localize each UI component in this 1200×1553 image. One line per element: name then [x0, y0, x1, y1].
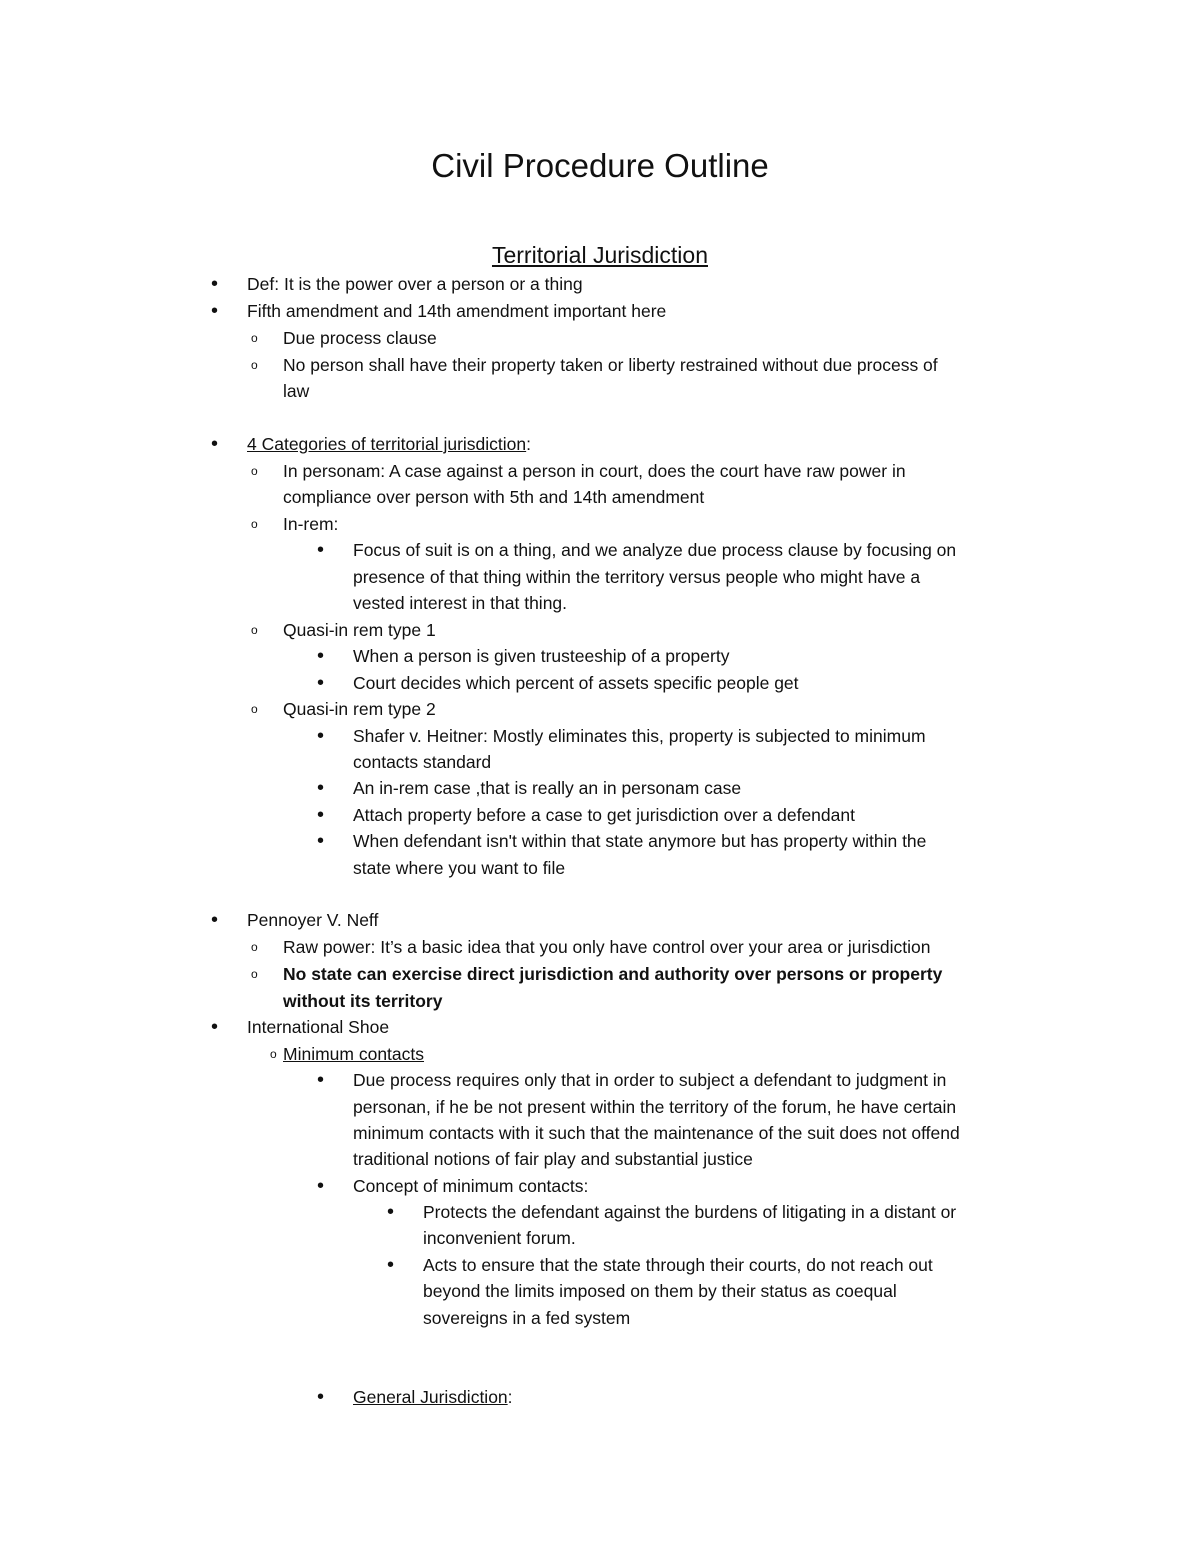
- outline-line: contacts standard: [353, 752, 492, 772]
- outline-line: When defendant isn't within that state anymore but has property within the: [353, 831, 927, 851]
- bullet-marker: •: [387, 1201, 395, 1223]
- bullet-marker: •: [211, 273, 219, 295]
- outline-line: Concept of minimum contacts:: [353, 1176, 589, 1196]
- outline-line: Due process requires only that in order to subject a defendant to judgment in: [353, 1070, 947, 1090]
- bullet-marker: •: [317, 725, 325, 747]
- outline-line: Shafer v. Heitner: Mostly eliminates this, property is subjected to minimum: [353, 726, 926, 746]
- bullet-marker: •: [317, 1069, 325, 1091]
- outline-line: Court decides which percent of assets specific people get: [353, 673, 799, 693]
- outline-line: General Jurisdiction:: [353, 1387, 513, 1407]
- outline-line: In-rem:: [283, 514, 339, 534]
- outline-line: vested interest in that thing.: [353, 593, 568, 613]
- outline-line: sovereigns in a fed system: [423, 1308, 631, 1328]
- outline-line: Due process clause: [283, 328, 437, 348]
- outline-line: Pennoyer V. Neff: [247, 910, 379, 930]
- bullet-marker: •: [317, 645, 325, 667]
- underlined-heading-text: General Jurisdiction: [353, 1387, 508, 1407]
- outline-line: Quasi-in rem type 2: [283, 699, 436, 719]
- circle-bullet-marker: o: [251, 358, 258, 372]
- outline-line: Focus of suit is on a thing, and we analyze due process clause by focusing on: [353, 540, 957, 560]
- circle-bullet-marker: o: [251, 702, 258, 716]
- circle-bullet-marker: o: [251, 940, 258, 954]
- outline-line: beyond the limits imposed on them by their status as coequal: [423, 1281, 897, 1301]
- outline-line: An in-rem case ,that is really an in personam case: [353, 778, 742, 798]
- circle-bullet-marker: o: [251, 623, 258, 637]
- outline-line: No state can exercise direct jurisdiction and authority over persons or property: [283, 964, 943, 984]
- bullet-marker: •: [317, 777, 325, 799]
- bullet-marker: •: [211, 300, 219, 322]
- outline-line: minimum contacts with it such that the maintenance of the suit does not offend: [353, 1123, 960, 1143]
- bullet-marker: •: [317, 539, 325, 561]
- outline-line: Def: It is the power over a person or a thing: [247, 274, 583, 294]
- bullet-marker: •: [387, 1254, 395, 1276]
- outline-line: Quasi-in rem type 1: [283, 620, 436, 640]
- circle-bullet-marker: o: [251, 331, 258, 345]
- circle-bullet-marker: o: [251, 967, 258, 981]
- bullet-marker: •: [211, 1016, 219, 1038]
- outline-line: Acts to ensure that the state through their courts, do not reach out: [423, 1255, 933, 1275]
- circle-bullet-marker: o: [251, 517, 258, 531]
- circle-bullet-marker: o: [251, 464, 258, 478]
- circle-bullet-marker: o: [270, 1047, 277, 1061]
- bullet-marker: •: [211, 433, 219, 455]
- outline-line: Attach property before a case to get jurisdiction over a defendant: [353, 805, 855, 825]
- bullet-marker: •: [211, 909, 219, 931]
- outline-line: When a person is given trusteeship of a property: [353, 646, 730, 666]
- bullet-marker: •: [317, 830, 325, 852]
- bullet-marker: •: [317, 672, 325, 694]
- outline-line: without its territory: [283, 991, 443, 1011]
- outline-line: personan, if he be not present within the territory of the forum, he have certain: [353, 1097, 957, 1117]
- bullet-marker: •: [317, 1175, 325, 1197]
- outline-line: law: [283, 381, 310, 401]
- outline-line: International Shoe: [247, 1017, 390, 1037]
- outline-line: traditional notions of fair play and substantial justice: [353, 1149, 753, 1169]
- bullet-marker: •: [317, 1386, 325, 1408]
- outline-line: 4 Categories of territorial jurisdiction:: [247, 434, 532, 454]
- outline-line: No person shall have their property taken or liberty restrained without due process of: [283, 355, 938, 375]
- bullet-marker: •: [317, 804, 325, 826]
- document-title: Civil Procedure Outline: [431, 147, 769, 184]
- outline-line: inconvenient forum.: [423, 1228, 576, 1248]
- outline-line: Minimum contacts: [283, 1044, 425, 1064]
- section-heading: Territorial Jurisdiction: [491, 242, 708, 268]
- outline-line: Raw power: It’s a basic idea that you only have control over your area or jurisdiction: [283, 937, 931, 957]
- outline-line: In personam: A case against a person in court, does the court have raw power in: [283, 461, 906, 481]
- outline-line: compliance over person with 5th and 14th amendment: [283, 487, 705, 507]
- outline-line: Protects the defendant against the burdens of litigating in a distant or: [423, 1202, 957, 1222]
- outline-line: presence of that thing within the territory versus people who might have a: [353, 567, 921, 587]
- underlined-heading-text: 4 Categories of territorial jurisdiction: [247, 434, 527, 454]
- outline-line: state where you want to file: [353, 858, 566, 878]
- outline-line: Fifth amendment and 14th amendment important here: [247, 301, 667, 321]
